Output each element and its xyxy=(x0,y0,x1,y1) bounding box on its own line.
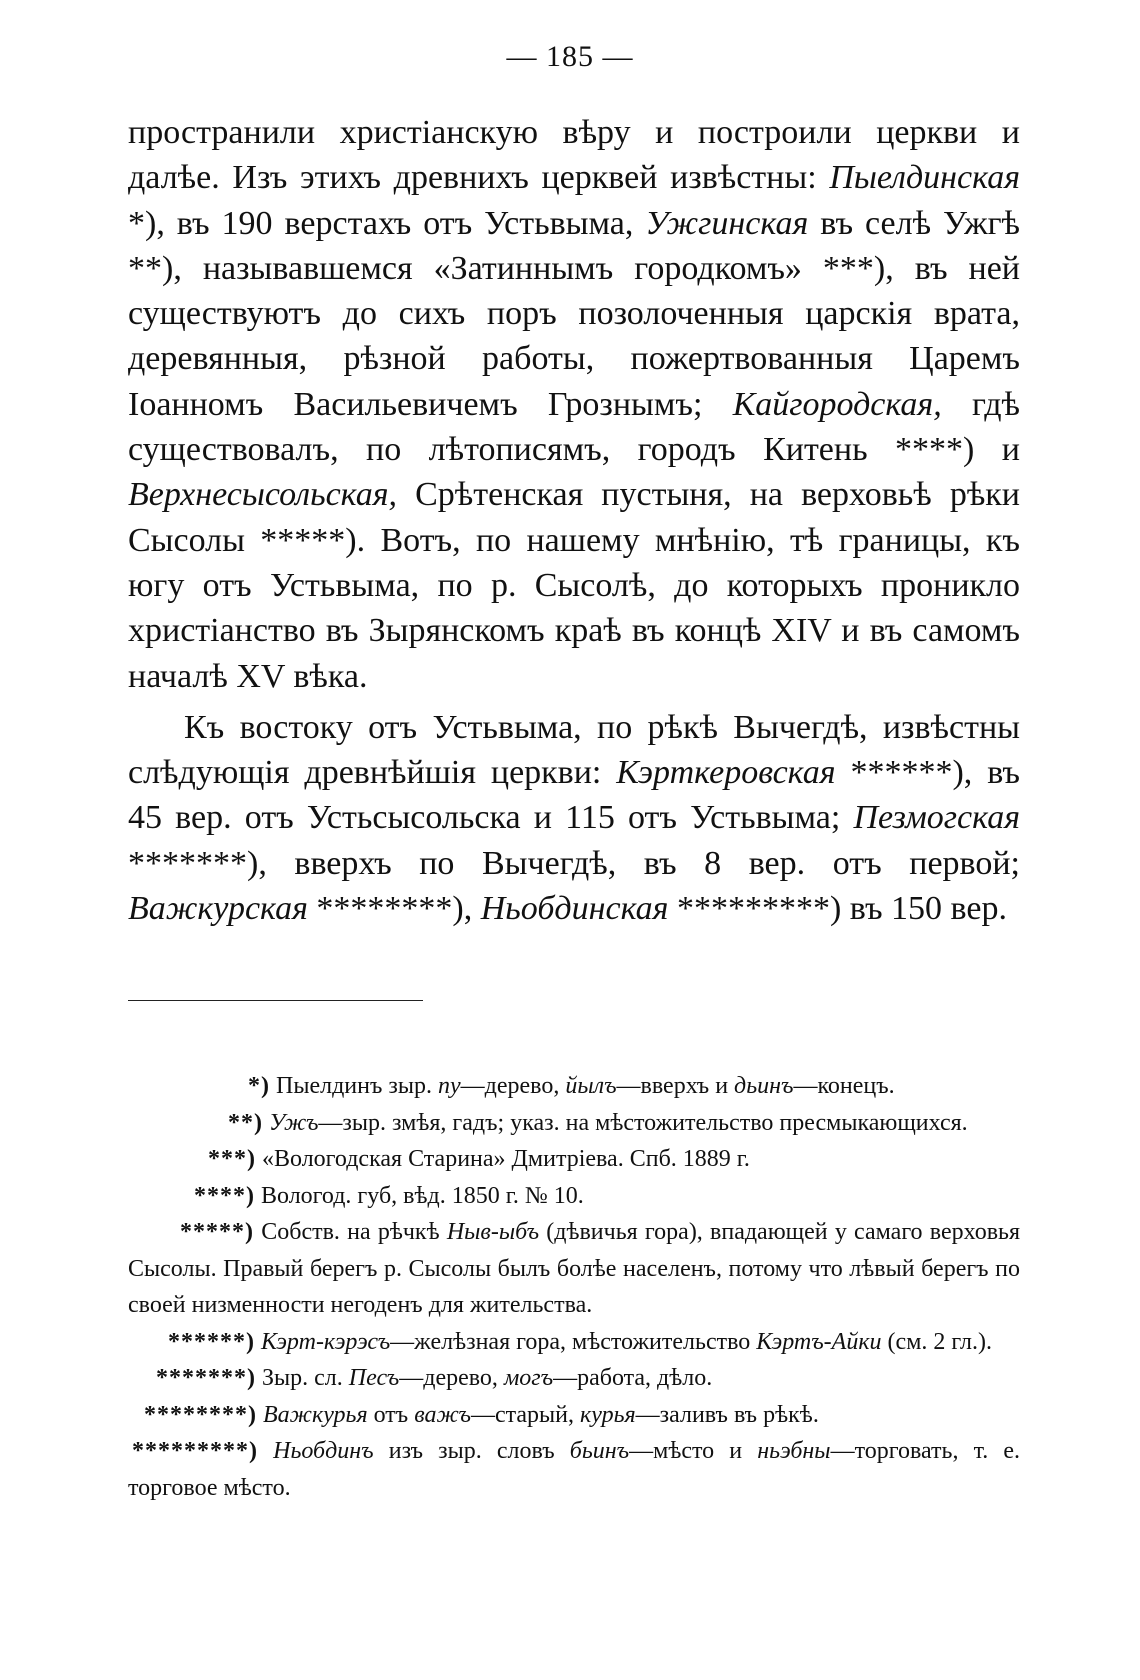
church-name: Кэрткеровская xyxy=(616,754,836,792)
text-run: Къ востоку отъ Устьвыма, по рѣкѣ Вычегдѣ, извѣстны слѣдующія древнѣйшія церкви: xyxy=(128,708,1020,792)
text-run: —дерево, xyxy=(460,1073,566,1099)
footnote-8 xyxy=(128,1397,1020,1434)
footnote-mark: *) xyxy=(248,1073,270,1099)
church-name: Ньобдинская xyxy=(480,890,669,928)
text-run: —мѣсто и xyxy=(629,1438,758,1464)
term: Ньобдинъ xyxy=(273,1438,374,1464)
text-run: гдѣ существовалъ, по лѣтописямъ, городъ Китень ****) и xyxy=(128,385,1020,469)
footnote-separator xyxy=(128,1000,423,1001)
footnote-mark: *****) xyxy=(180,1219,254,1245)
text-run: Срѣтенская пустыня, на верховьѣ рѣки Сысолы *****). Вотъ, по нашему мнѣнію, тѣ границы, къ югу отъ Устьвыма, по р. Сысолѣ, до которыхъ проникло христіанство въ Зырянскомъ краѣ въ концѣ XIV и въ самомъ началѣ XV вѣка. xyxy=(128,476,1020,695)
term: ньэбны xyxy=(757,1438,831,1464)
text-run: *********) въ 150 вер. xyxy=(668,890,1007,928)
text-run: —торговать, т. е. торговое мѣсто. xyxy=(128,1438,1021,1501)
footnote-3 xyxy=(128,1141,1020,1178)
footnote-1 xyxy=(128,1068,1020,1105)
text-run: —работа, дѣло. xyxy=(553,1365,713,1391)
term: Кэртъ-Айки xyxy=(756,1328,882,1355)
text-run: —дерево, xyxy=(399,1365,504,1391)
term: дьинъ xyxy=(734,1073,794,1099)
footnote-mark: ****) xyxy=(194,1182,255,1209)
term: Важкурья xyxy=(263,1401,368,1428)
term: Ужъ xyxy=(269,1109,319,1136)
text-run: изъ зыр. словъ xyxy=(373,1438,570,1464)
term: бьинъ xyxy=(569,1438,630,1464)
church-name: Верхнесысольская, xyxy=(128,476,398,514)
term: Песъ xyxy=(348,1365,400,1391)
main-text xyxy=(128,110,1020,931)
footnote-9 xyxy=(128,1433,1020,1506)
paragraph-1 xyxy=(128,110,1020,699)
term: могъ xyxy=(503,1365,554,1391)
footnote-mark: ********) xyxy=(144,1401,257,1428)
text-run: отъ xyxy=(367,1401,415,1428)
text-run: ******), въ 45 вер. отъ Устьсысольска и 115 отъ Устьвыма; xyxy=(128,754,1020,837)
text-run: «Вологодская Старина» Дмитріева. Спб. 1889 г. xyxy=(262,1146,750,1172)
footnote-7 xyxy=(128,1360,1020,1397)
text-run: пространили христіанскую вѣру и построили церкви и далѣе. Изъ этихъ древнихъ церквей извѣстны: xyxy=(128,114,1020,197)
church-name: Пыелдинская xyxy=(829,159,1020,197)
text-run: Пыелдинъ зыр. xyxy=(276,1073,438,1099)
term: важъ xyxy=(414,1401,471,1428)
text-run: —зыр. змѣя, гадъ; указ. на мѣстожительство пресмыкающихся. xyxy=(318,1109,968,1136)
church-name: Ужгинская xyxy=(645,204,809,242)
text-run: —конецъ. xyxy=(793,1073,895,1099)
footnotes xyxy=(128,1068,1020,1506)
footnote-5 xyxy=(128,1214,1020,1324)
text-run: ********), xyxy=(307,890,481,928)
text-run: Собств. на рѣчкѣ xyxy=(261,1219,447,1245)
text-run: Вологод. губ, вѣд. 1850 г. № 10. xyxy=(261,1182,584,1209)
footnote-mark: ***) xyxy=(208,1146,256,1172)
paragraph-2 xyxy=(128,705,1020,931)
footnote-6 xyxy=(128,1324,1020,1361)
term: курья xyxy=(580,1401,636,1428)
text-run: —вверхъ и xyxy=(616,1073,735,1099)
text-run: *******), вверхъ по Вычегдѣ, въ 8 вер. отъ первой; xyxy=(128,844,1020,882)
text-run: *), въ 190 верстахъ отъ Устьвыма, xyxy=(128,204,646,242)
text-run: (см. 2 гл.). xyxy=(881,1328,992,1355)
text-run: (дѣвичья гора), впадающей у самаго верховья Сысолы. Правый берегъ р. Сысолы былъ болѣе населенъ, потому что лѣвый берегъ по своей низменности негоденъ для жительства. xyxy=(128,1219,1021,1318)
page-number: — 185 — xyxy=(506,40,634,73)
footnote-mark: *******) xyxy=(156,1365,256,1391)
term: йылъ xyxy=(565,1073,617,1099)
text-run: —заливъ въ рѣкѣ. xyxy=(635,1401,819,1428)
text-run: —старый, xyxy=(470,1401,580,1428)
footnote-4 xyxy=(128,1178,1020,1215)
text-run: —желѣзная гора, мѣстожительство xyxy=(390,1328,757,1355)
term: Кэрт-кэрэсъ xyxy=(261,1328,391,1355)
church-name: Важкурская xyxy=(128,890,308,928)
footnote-mark: **) xyxy=(228,1109,263,1136)
term: Ныв-ыбъ xyxy=(446,1219,540,1245)
church-name: Пезмогская xyxy=(853,799,1020,837)
footnote-mark: *********) xyxy=(132,1438,258,1464)
footnote-2 xyxy=(128,1105,1020,1142)
term: пу xyxy=(438,1073,461,1099)
footnote-mark: ******) xyxy=(168,1328,255,1355)
text-run: Зыр. сл. xyxy=(262,1365,349,1391)
text-run: въ селѣ Ужгѣ **), называвшемся «Затиннымъ городкомъ» ***), въ ней существуютъ до сихъ поръ позолоченныя царскія врата, деревянныя, рѣзной работы, пожертвованныя Царемъ Іоанномъ Васильевичемъ Грознымъ; xyxy=(128,204,1020,423)
church-name: Кайгородская, xyxy=(732,385,942,423)
